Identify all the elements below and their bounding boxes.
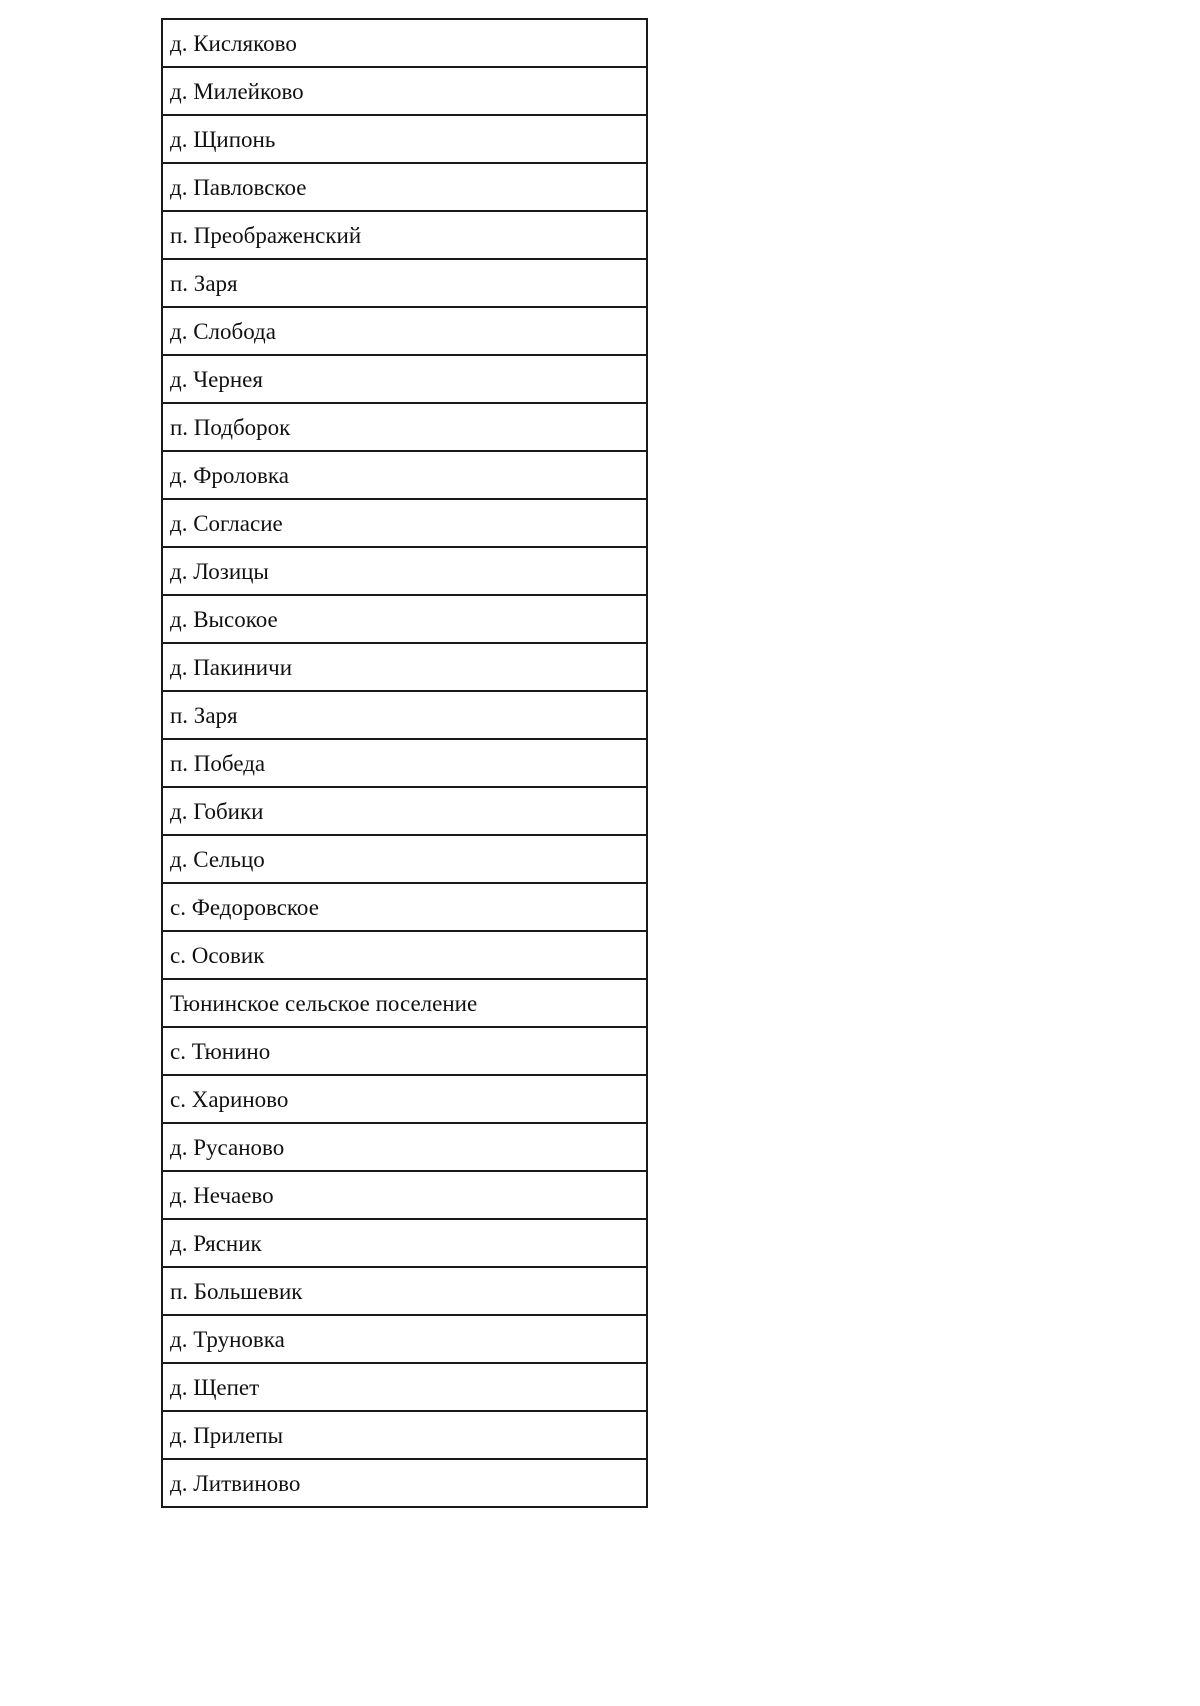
- settlement-name-cell: п. Заря: [162, 259, 647, 307]
- settlement-name-cell: Тюнинское сельское поселение: [162, 979, 647, 1027]
- table-row: [162, 979, 647, 1027]
- table-row: [162, 1363, 647, 1411]
- settlements-table: [161, 18, 648, 1508]
- settlement-name-cell: д. Слобода: [162, 307, 647, 355]
- table-row: [162, 19, 647, 67]
- table-row: [162, 739, 647, 787]
- settlement-name-cell: д. Кисляково: [162, 19, 647, 67]
- table-row: [162, 1459, 647, 1507]
- table-row: [162, 883, 647, 931]
- settlement-name-cell: д. Нечаево: [162, 1171, 647, 1219]
- settlement-name-cell: д. Чернея: [162, 355, 647, 403]
- table-row: [162, 547, 647, 595]
- table-row: [162, 787, 647, 835]
- settlement-name-cell: д. Труновка: [162, 1315, 647, 1363]
- table-row: [162, 595, 647, 643]
- settlement-name-cell: п. Победа: [162, 739, 647, 787]
- table-row: [162, 1123, 647, 1171]
- settlement-name-cell: д. Согласие: [162, 499, 647, 547]
- table-row: [162, 835, 647, 883]
- table-row: [162, 67, 647, 115]
- settlement-name-cell: п. Подборок: [162, 403, 647, 451]
- settlement-name-cell: д. Лозицы: [162, 547, 647, 595]
- table-row: [162, 211, 647, 259]
- settlement-name-cell: с. Хариново: [162, 1075, 647, 1123]
- settlement-name-cell: д. Рясник: [162, 1219, 647, 1267]
- table-row: [162, 1411, 647, 1459]
- settlements-table-body: [162, 19, 647, 1507]
- table-row: [162, 403, 647, 451]
- table-row: [162, 931, 647, 979]
- table-row: [162, 1027, 647, 1075]
- table-row: [162, 1267, 647, 1315]
- settlement-name-cell: д. Высокое: [162, 595, 647, 643]
- table-row: [162, 1075, 647, 1123]
- table-row: [162, 691, 647, 739]
- settlement-name-cell: с. Федоровское: [162, 883, 647, 931]
- settlement-name-cell: п. Заря: [162, 691, 647, 739]
- table-row: [162, 163, 647, 211]
- settlement-name-cell: д. Гобики: [162, 787, 647, 835]
- settlement-name-cell: д. Прилепы: [162, 1411, 647, 1459]
- settlement-name-cell: п. Большевик: [162, 1267, 647, 1315]
- settlement-name-cell: д. Пакиничи: [162, 643, 647, 691]
- settlement-name-cell: д. Милейково: [162, 67, 647, 115]
- table-row: [162, 643, 647, 691]
- table-row: [162, 1171, 647, 1219]
- table-row: [162, 355, 647, 403]
- settlement-name-cell: д. Щепет: [162, 1363, 647, 1411]
- settlement-name-cell: д. Русаново: [162, 1123, 647, 1171]
- table-row: [162, 307, 647, 355]
- settlement-name-cell: д. Щипонь: [162, 115, 647, 163]
- settlement-name-cell: д. Павловское: [162, 163, 647, 211]
- table-row: [162, 115, 647, 163]
- settlement-name-cell: с. Тюнино: [162, 1027, 647, 1075]
- table-row: [162, 451, 647, 499]
- settlement-name-cell: д. Сельцо: [162, 835, 647, 883]
- settlement-name-cell: с. Осовик: [162, 931, 647, 979]
- settlement-name-cell: д. Фроловка: [162, 451, 647, 499]
- table-row: [162, 1219, 647, 1267]
- table-row: [162, 1315, 647, 1363]
- table-row: [162, 499, 647, 547]
- settlement-name-cell: п. Преображенский: [162, 211, 647, 259]
- table-row: [162, 259, 647, 307]
- settlement-name-cell: д. Литвиново: [162, 1459, 647, 1507]
